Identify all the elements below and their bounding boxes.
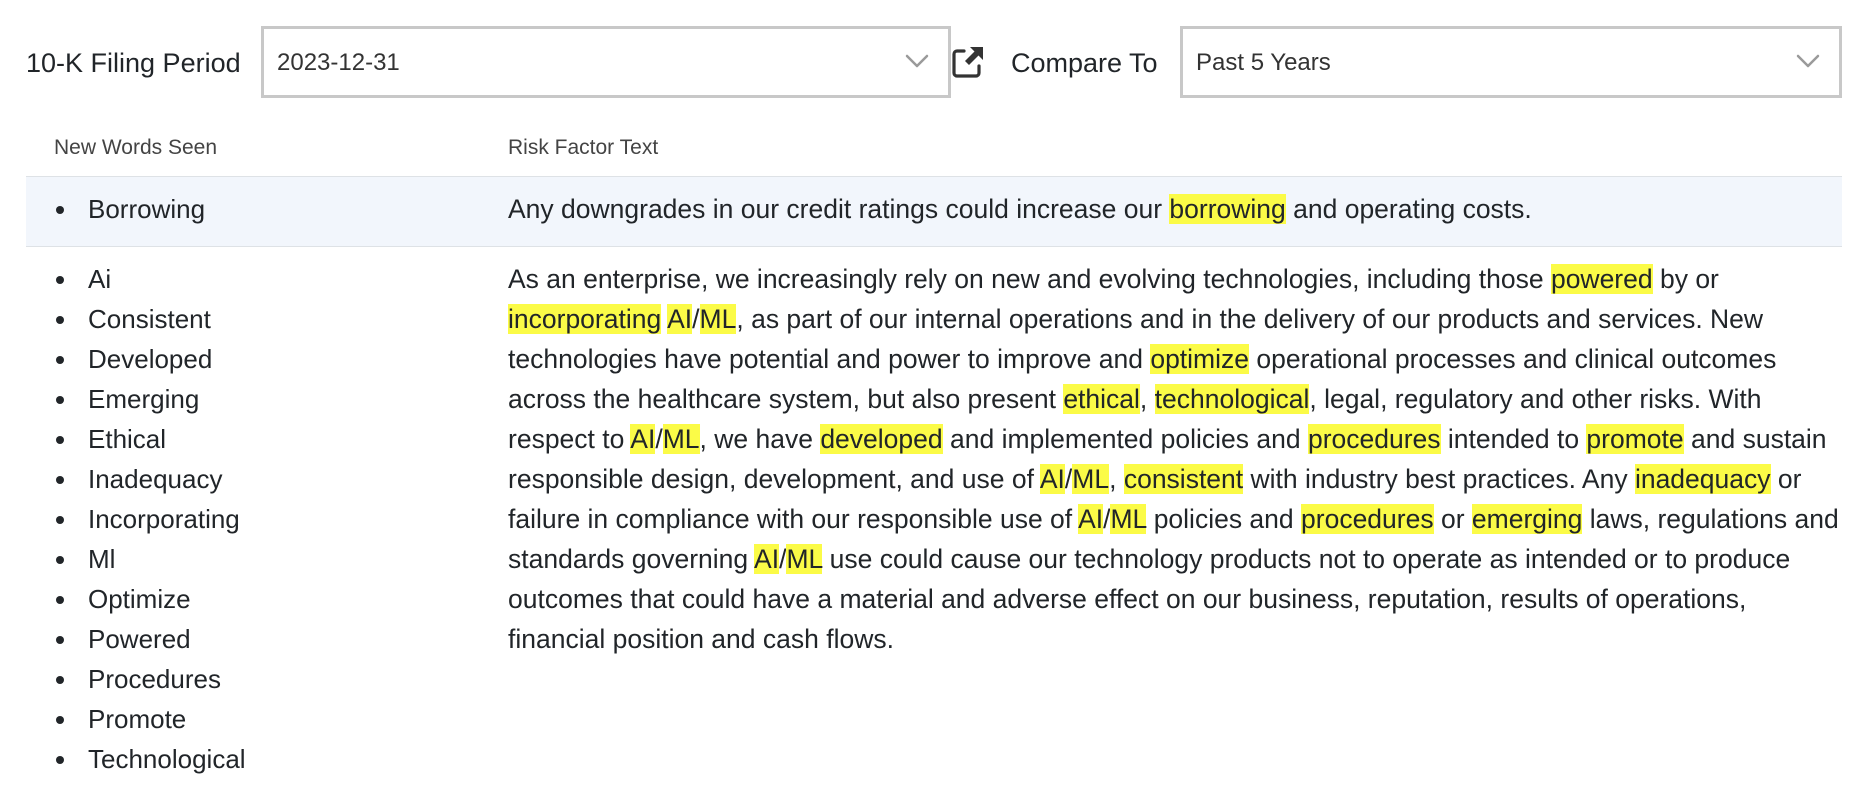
risk-factor-text bbox=[508, 189, 1842, 229]
highlighted-word: promote bbox=[1586, 424, 1684, 454]
new-word-item: Developed bbox=[52, 339, 512, 379]
new-word-item: Optimize bbox=[52, 579, 512, 619]
text-segment: laws, regulations and standards governing bbox=[508, 504, 1839, 574]
text-segment: , as part of our internal operations and in the delivery of our products and services. New technologies have potential and power to improve and bbox=[508, 304, 1764, 374]
text-segment: , we have bbox=[699, 424, 821, 454]
text-segment: or failure in compliance with our responsible use of bbox=[508, 464, 1802, 534]
compare-to-value: Past 5 Years bbox=[1196, 49, 1331, 76]
text-segment: and operating costs. bbox=[1285, 194, 1532, 224]
new-words-list bbox=[26, 259, 512, 779]
table-header bbox=[26, 128, 1842, 177]
new-word-item: Powered bbox=[52, 619, 512, 659]
text-segment: / bbox=[692, 304, 700, 334]
highlighted-word: developed bbox=[820, 424, 943, 454]
text-segment: , legal, regulatory and other risks. With respect to bbox=[508, 384, 1762, 454]
highlighted-word: technological bbox=[1154, 384, 1310, 414]
external-link-icon[interactable] bbox=[950, 44, 986, 80]
text-segment: / bbox=[1064, 464, 1073, 494]
highlighted-word: AI bbox=[1039, 464, 1065, 494]
new-word-item: Promote bbox=[52, 699, 512, 739]
compare-to-label: Compare To bbox=[1011, 48, 1158, 78]
risk-factor-text bbox=[508, 259, 1842, 659]
table-row bbox=[26, 177, 1842, 247]
text-segment: intended to bbox=[1440, 424, 1587, 454]
new-word-item: Consistent bbox=[52, 299, 512, 339]
text-segment: policies and bbox=[1146, 504, 1302, 534]
text-segment: , bbox=[1139, 384, 1155, 414]
text-segment: As an enterprise, we increasingly rely on new and evolving technologies, including those bbox=[508, 264, 1551, 294]
filing-period-value: 2023-12-31 bbox=[277, 49, 400, 76]
chevron-down-icon bbox=[1795, 51, 1821, 71]
highlighted-word: borrowing bbox=[1169, 194, 1286, 224]
highlighted-word: optimize bbox=[1150, 344, 1250, 374]
text-segment: or bbox=[1433, 504, 1472, 534]
column-header-risk-text: Risk Factor Text bbox=[508, 136, 659, 159]
compare-to-select[interactable] bbox=[1180, 26, 1842, 98]
highlighted-word: emerging bbox=[1471, 504, 1583, 534]
highlighted-word: AI bbox=[754, 544, 780, 574]
filing-period-label: 10-K Filing Period bbox=[26, 48, 241, 78]
text-segment: with industry best practices. Any bbox=[1243, 464, 1635, 494]
highlighted-word: AI bbox=[630, 424, 656, 454]
new-word-item: Technological bbox=[52, 739, 512, 779]
text-segment: / bbox=[655, 424, 663, 454]
new-word-item: Ethical bbox=[52, 419, 512, 459]
text-segment: / bbox=[1103, 504, 1111, 534]
highlighted-word: ethical bbox=[1063, 384, 1140, 414]
text-segment: Any downgrades in our credit ratings could increase our bbox=[508, 194, 1170, 224]
filter-controls bbox=[26, 26, 1842, 102]
highlighted-word: ML bbox=[662, 424, 700, 454]
highlighted-word: ML bbox=[1110, 504, 1147, 534]
new-word-item: Emerging bbox=[52, 379, 512, 419]
text-segment: , bbox=[1109, 464, 1124, 494]
highlighted-word: ML bbox=[786, 544, 823, 574]
highlighted-word: AI bbox=[667, 304, 693, 334]
new-word-item: Procedures bbox=[52, 659, 512, 699]
table-row bbox=[26, 247, 1842, 787]
chevron-down-icon bbox=[904, 51, 930, 71]
new-words-list bbox=[26, 189, 512, 229]
risk-factor-table bbox=[26, 128, 1842, 787]
highlighted-word: ML bbox=[699, 304, 737, 334]
new-word-item: Incorporating bbox=[52, 499, 512, 539]
highlighted-word: AI bbox=[1078, 504, 1104, 534]
highlighted-word: procedures bbox=[1307, 424, 1441, 454]
highlighted-word: consistent bbox=[1123, 464, 1244, 494]
highlighted-word: powered bbox=[1550, 264, 1653, 294]
text-segment: use could cause our technology products not to operate as intended or to produce outcomes that could have a material and adverse effect on our business, reputation, results of operations, financial position and cash flows. bbox=[508, 544, 1791, 654]
new-word-item: Inadequacy bbox=[52, 459, 512, 499]
new-word-item: Ai bbox=[52, 259, 512, 299]
new-word-item: Borrowing bbox=[52, 189, 512, 229]
text-segment: and implemented policies and bbox=[942, 424, 1308, 454]
highlighted-word: inadequacy bbox=[1634, 464, 1771, 494]
text-segment: by or bbox=[1652, 264, 1719, 294]
text-segment: / bbox=[779, 544, 787, 574]
new-word-item: Ml bbox=[52, 539, 512, 579]
filing-period-select[interactable] bbox=[261, 26, 951, 98]
highlighted-word: ML bbox=[1072, 464, 1110, 494]
highlighted-word: procedures bbox=[1301, 504, 1434, 534]
text-segment: operational processes and clinical outcomes across the healthcare system, but also present bbox=[508, 344, 1777, 414]
text-segment: and sustain responsible design, development, and use of bbox=[508, 424, 1827, 494]
highlighted-word: incorporating bbox=[508, 304, 662, 334]
column-header-new-words: New Words Seen bbox=[54, 136, 218, 159]
